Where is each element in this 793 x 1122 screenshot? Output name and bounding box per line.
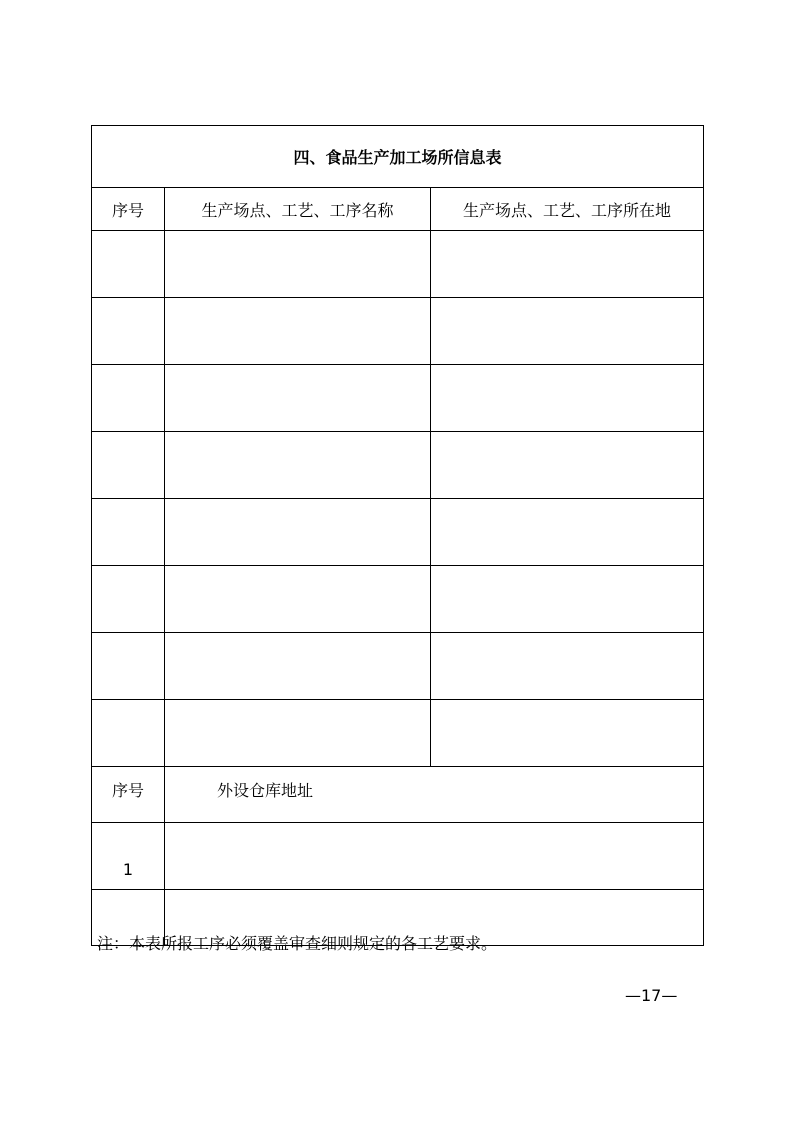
seq-cell[interactable]: [92, 499, 165, 566]
seq-cell[interactable]: [92, 432, 165, 499]
table-row: [92, 231, 704, 298]
seq-cell[interactable]: [92, 231, 165, 298]
process-name-cell[interactable]: [165, 499, 431, 566]
table-row: [92, 566, 704, 633]
seq-cell[interactable]: [92, 633, 165, 700]
warehouse-header-row: [92, 767, 704, 823]
table-title-row: [92, 126, 704, 188]
header-seq: 序号: [92, 188, 165, 231]
header-process-name: 生产场点、工艺、工序名称: [165, 188, 431, 231]
table-row: [92, 700, 704, 767]
table-title: 四、食品生产加工场所信息表: [92, 126, 704, 188]
warehouse-seq-cell[interactable]: 1: [92, 823, 165, 890]
table-row: [92, 365, 704, 432]
process-name-cell[interactable]: [165, 566, 431, 633]
seq-cell[interactable]: [92, 365, 165, 432]
production-site-table: [91, 125, 704, 946]
process-location-cell[interactable]: [431, 633, 704, 700]
table-header-row: [92, 188, 704, 231]
seq-cell[interactable]: [92, 566, 165, 633]
process-name-cell[interactable]: [165, 633, 431, 700]
table-row: [92, 432, 704, 499]
page-number: —17—: [625, 986, 678, 1005]
warehouse-row: [92, 823, 704, 890]
process-name-cell[interactable]: [165, 432, 431, 499]
seq-cell[interactable]: [92, 700, 165, 767]
process-location-cell[interactable]: [431, 432, 704, 499]
process-location-cell[interactable]: [431, 365, 704, 432]
header-process-location: 生产场点、工艺、工序所在地: [431, 188, 704, 231]
warehouse-address-cell[interactable]: [165, 823, 704, 890]
seq-cell[interactable]: [92, 298, 165, 365]
process-name-cell[interactable]: [165, 700, 431, 767]
table-note: 注：本表所报工序必须覆盖审查细则规定的各工艺要求。: [97, 934, 498, 953]
process-location-cell[interactable]: [431, 499, 704, 566]
table-row: [92, 499, 704, 566]
warehouse-header-address: 外设仓库地址: [165, 767, 704, 823]
table-row: [92, 633, 704, 700]
process-location-cell[interactable]: [431, 231, 704, 298]
process-name-cell[interactable]: [165, 231, 431, 298]
warehouse-header-seq: 序号: [92, 767, 165, 823]
process-location-cell[interactable]: [431, 700, 704, 767]
process-location-cell[interactable]: [431, 298, 704, 365]
table-row: [92, 298, 704, 365]
process-name-cell[interactable]: [165, 298, 431, 365]
process-name-cell[interactable]: [165, 365, 431, 432]
process-location-cell[interactable]: [431, 566, 704, 633]
